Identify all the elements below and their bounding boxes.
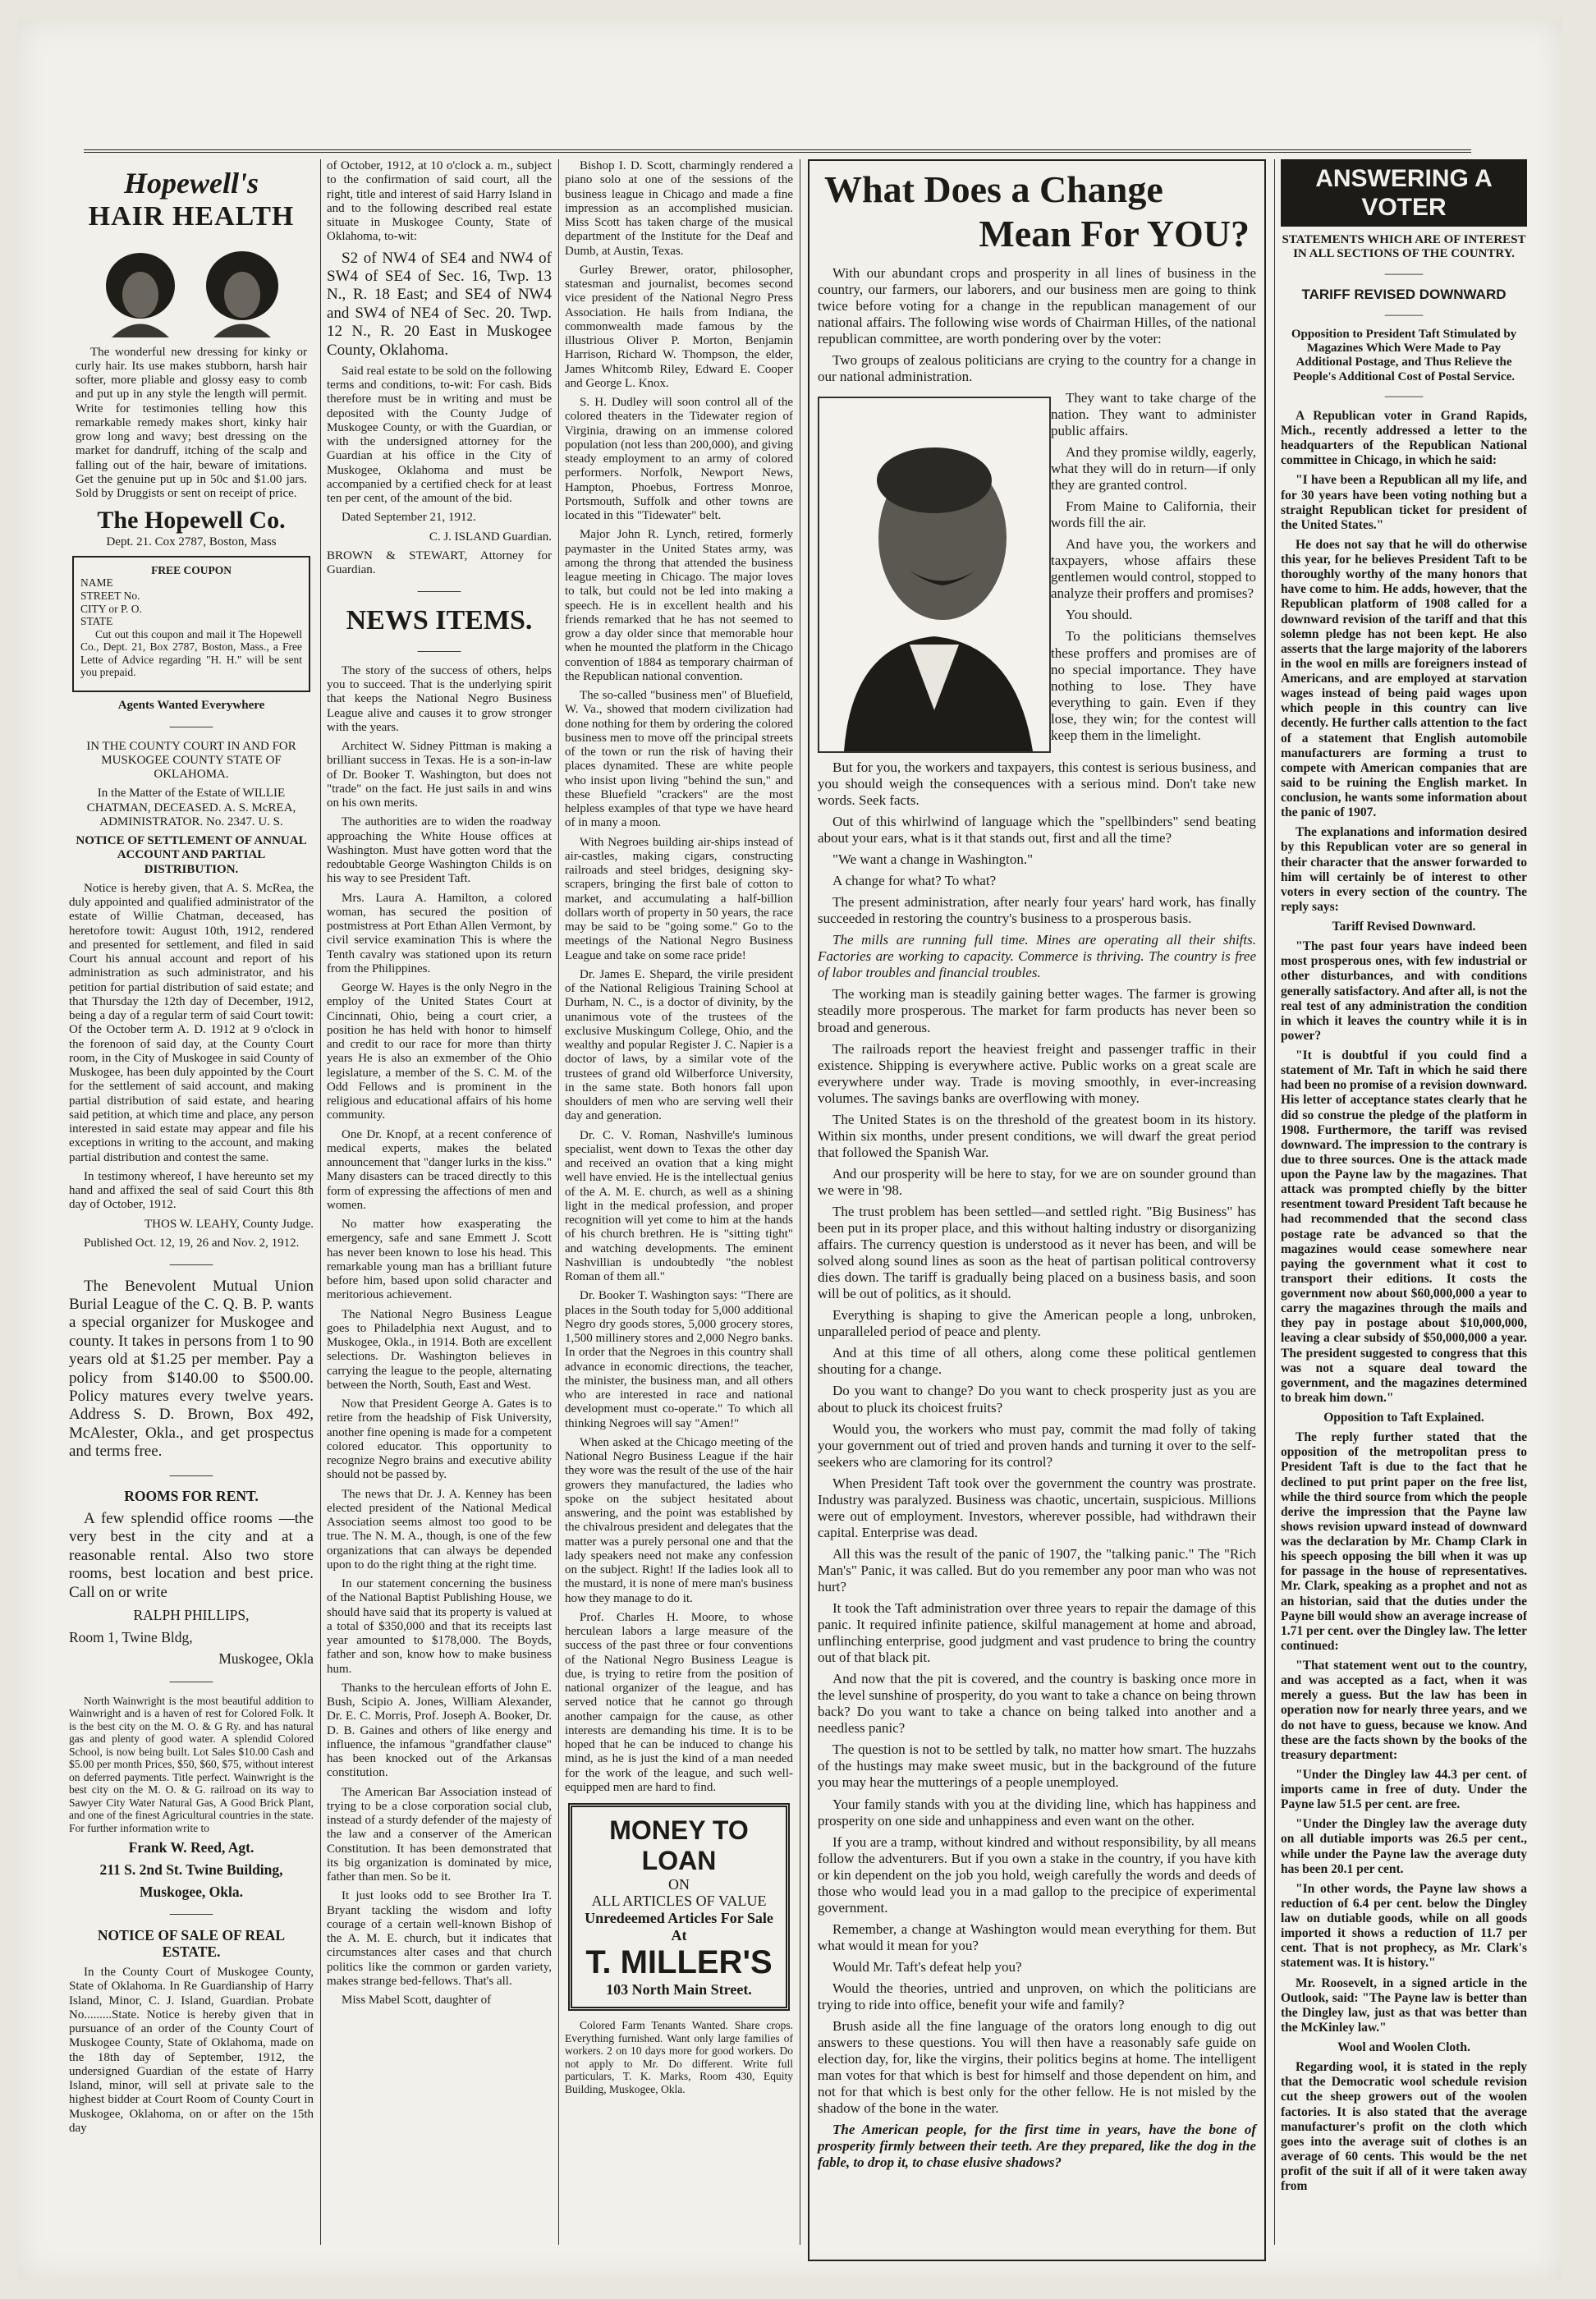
article-two-groups: Two groups of zealous politicians are crying to the country for a change in our national administration. xyxy=(818,351,1256,384)
judge-signature: THOS W. LEAHY, County Judge. xyxy=(144,1217,314,1231)
body-paragraph: The reply further stated that the opposition of the metropolitan press to President Taft is due to the fact that he declined to put print paper on the free list, while the third source from which the people derive the impression that the Payne law shows revision upward instead of downward was the declaration by Mr. Champ Clark in his speech opposing the bill when it was up for passage in the house of representatives. Mr. Clark, speaking as a prophet and not as an historian, said that the duties under the Payne bill would show an average increase of 1.71 per cent. over the Dingley law. The letter continued: xyxy=(1281,1430,1527,1653)
news-items-heading: NEWS ITEMS. xyxy=(346,605,533,636)
body-paragraph: Mr. Roosevelt, in a signed article in the Outlook, said: "The Payne law is better than the Dingley law, just as that was better than the McKinley law." xyxy=(1281,1975,1527,2035)
column-divider xyxy=(320,159,321,2245)
column-divider xyxy=(1274,159,1275,2245)
wainwright-agent: Frank W. Reed, Agt. xyxy=(128,1839,255,1856)
man-portrait-icon xyxy=(819,398,1049,751)
news-item: When asked at the Chicago meeting of the National Negro Business League if the hair they wore was the result of the use of the hair growers they manufactured, the ladies who spoke on the subject hesitated about answering, and the point was established by the chivalrous president and delegates that the matter was a purely personal one and that the lady speakers need not make any confession on the subject. Right! If the ladies look all to the mustard, it is none of mere man's business how they manage to do it. xyxy=(565,1435,793,1605)
news-item: The authorities are to widen the roadway approaching the White House offices at Washington. Must have gotten word that the redoubtable George Washington Childs is on his way to see President Taft. xyxy=(327,815,552,886)
news-item: Miss Mabel Scott, daughter of xyxy=(342,1994,492,2008)
side-paragraph: To the politicians themselves these proffers and promises are of no special importance. They have nothing to lose. They have everything to gain. Even if they lose, they win; for the contest will keep them in the limelight. xyxy=(1051,628,1256,743)
answering-voter-heading: ANSWERING A VOTER xyxy=(1281,159,1527,227)
news-item: Dr. C. V. Roman, Nashville's luminous specialist, went down to Texas the other day and received an ovation that a king might well have envied. He is the intellectual genius of the A. M. E. church, as well as a shining light in the medical profession, and proper recognition will yet come to him at the hands of his church brethren. He is "sitting tight" and watching developments. The eminent Nashvillian is undoubtedly "the noblest Roman of them all." xyxy=(565,1128,793,1283)
body-paragraph: "In other words, the Payne law shows a reduction of 6.4 per cent. below the Dingley law on dutiable goods, while on all goods imported it shows a reduction of 11.7 per cent. That is not prophecy, as Mr. Clark's statement was. It is history." xyxy=(1281,1881,1527,1971)
rooms-text: A few splendid office rooms —the very best in the city and at a reasonable rental. Also two store rooms, best location and best price. Call on or write xyxy=(69,1509,314,1601)
notice-text: Notice is hereby given, that A. S. McRea, the duly appointed and qualified administrator of the estate of Willie Chatman, deceased, has heretofore towit: August 10th, 1912, rendered and presented for settlement, and filed in said Court his annual account and report of his administration as such administrator, and his petition for partial distribution of said estate; and that Thursday the 12th day of December, 1912, being a day of a regular term of said Court towit: Of the October term A. D. 1912 at 9 o'clock in the forenoon of said day, at the County Court room, in the City of Muskogee in said County of Muskogee, has been duly appointed by the Court for the settlement of said account, and making partial distribution of said estate, and hearing said petition, at which time and place, any person interested in said estate may appear and file his exceptions in writing to the account, and making partial distribution and contest the same. xyxy=(69,881,314,1164)
ad-portraits xyxy=(76,241,307,339)
body-paragraph: Do you want to change? Do you want to check prosperity just as you are about to pluck its choicest fruits? xyxy=(818,1383,1256,1416)
news-item: It just looks odd to see Brother Ira T. Bryant tackling the wisdom and lofty courage of a certain well-known Bishop of the A. M. E. church, but it indicates that circumstances alter cases and that church politics like the common or garden variety, makes strange bed-fellows. That's all. xyxy=(327,1889,552,1988)
money-to-loan-ad xyxy=(568,1803,790,2011)
sale-terms: Said real estate to be sold on the following terms and conditions, to-wit: For cash. Bids therefore must be in writing and must be deposited with the County Judge of Muskogee County, or with the Guardian, or with the undersigned attorney for the Guardian at his office in the City of Muskogee, Oklahoma and must be accompanied by a certified check for at least ten per cent, of the amount of the bid. xyxy=(327,364,552,506)
loan-unredeemed: Unredeemed Articles For Sale At xyxy=(585,1909,773,1943)
benevolent-notice: The Benevolent Mutual Union Burial League of the C. Q. B. P. wants a special organizer for Muskogee and county. It takes in persons from 1 to 90 years old at $1.25 per member. Pay a policy from $140.00 to $500.00. Policy matures every twelve years. Address S. D. Brown, Box 492, McAlester, Okla., and get prospectus and terms free. xyxy=(69,1277,314,1461)
coupon-street-line: STREET No. xyxy=(80,590,140,602)
body-paragraph: "I have been a Republican all my life, and for 30 years have been voting nothing but a straight Republican ticket for president of the United States." xyxy=(1281,473,1527,532)
news-item: Gurley Brewer, orator, philosopher, statesman and journalist, becomes second vice president of the National Negro Press Association. He hails from Indiana, the commonwealth made famous by the illustrious Oliver P. Morton, Benjamin Harrison, Richard W. Thompson, the elder, James Whitcomb Riley, Edward E. Cooper and George L. Knox. xyxy=(565,263,793,390)
company-name: The Hopewell Co. xyxy=(97,507,286,535)
rooms-name: RALPH PHILLIPS, xyxy=(133,1607,250,1624)
body-paragraph: But for you, the workers and taxpayers, this contest is serious business, and you should weigh the consequences with a serious mind. Don't take new words. Seek facts. xyxy=(818,759,1256,808)
body-paragraph: Regarding wool, it is stated in the reply that the Democratic wool schedule revision cut the sheep growers out of the woolen factories. It is also stated that the average manufacturer's profit on the cloth which goes into the average suit of clothes is an average of 60 cents. This would be the net profit of the suit if all of it were taken away from xyxy=(1281,2060,1527,2194)
notice-heading: NOTICE OF SETTLEMENT OF ANNUAL ACCOUNT AND PARTIAL DISTRIBUTION. xyxy=(76,834,307,876)
ad-subtitle: HAIR HEALTH xyxy=(88,201,295,232)
court-matter: In the Matter of the Estate of WILLIE CHATMAN, DECEASED. A. S. McREA, ADMINISTRATOR. No. 2347. U. S. xyxy=(86,787,296,828)
column-4 xyxy=(808,159,1266,2261)
opposition-deck: Opposition to President Taft Stimulated by Magazines Which Were Made to Pay Additional Postage, and Thus Relieve the People's Additional Cost of Postal Service. xyxy=(1291,327,1517,383)
separator-7: ——— xyxy=(417,642,461,659)
body-paragraph: And at this time of all others, along come these political gentlemen shouting for a change. xyxy=(818,1345,1256,1378)
body-paragraph: A change for what? To what? xyxy=(832,873,997,889)
side-paragraph: And have you, the workers and taxpayers, whose affairs these gentlemen would control, stopped to analyze their proffers and promises? xyxy=(1051,536,1256,602)
coupon-text: Cut out this coupon and mail it The Hopewell Co., Dept. 21, Box 2787, Boston, Mass., a Free Lette of Advice regarding "H. H." will be sent you prepaid. xyxy=(80,627,302,679)
separator-4: ——— xyxy=(169,1672,213,1689)
news-item: Thanks to the herculean efforts of John E. Bush, Scipio A. Jones, William Alexander, Dr. E. C. Morris, Prof. Joseph A. Booker, Dr. D. B. Gaines and others of like energy and influence, the infamous "grandfather clause" has been knocked out of the Arkansas constitution. xyxy=(327,1681,552,1780)
loan-articles: ALL ARTICLES OF VALUE xyxy=(591,1893,767,1910)
body-paragraph: "Under the Dingley law 44.3 per cent. of imports came in free of duty. Under the Payne law 51.5 per cent. are free. xyxy=(1281,1767,1527,1812)
wainwright-city: Muskogee, Okla. xyxy=(140,1883,243,1900)
column-5 xyxy=(1281,159,1527,2261)
separator-2: ——— xyxy=(169,1255,213,1272)
side-paragraph: And they promise wildly, eagerly, what they will do in return—if only they are granted control. xyxy=(1051,444,1256,493)
body-paragraph: A Republican voter in Grand Rapids, Mich., recently addressed a letter to the headquarters of the Republican National committee in Chicago, in which he said: xyxy=(1281,408,1527,468)
column-divider xyxy=(558,159,559,2245)
body-paragraph: When President Taft took over the government the country was prostrate. Industry was paralyzed. Business was chaotic, uncertain, suspicious. Millions were out of employment. Investors, wherever possible, had withdrawn their capital. Enterprise was dead. xyxy=(818,1475,1256,1540)
separator: ——— xyxy=(169,717,213,734)
body-paragraph: He does not say that he will do otherwise this year, for he believes President Taft to be thoroughly worthy of the many honors that have come to him. He adds, however, that the Republican platform of 1908 called for a downward revision of the tariff and that this solemn pledge has not been kept. He also asserts that the large majority of the laborers in the wool en mills are foreigners instead of Americans, and are employed at starvation wages instead of being paid wages upon which people in this country can live decently. He further calls attention to the fact of a statement that English automobile manufacturers are forming a trust to compete with American companies that are said to be ruining the English market. In conclusion, he wants some information about the panic of 1907. xyxy=(1281,537,1527,820)
news-item: Now that President George A. Gates is to retire from the headship of Fisk University, another fine opening is made for a competent colored educator. This opportunity to recognize Negro brains and executive ability should not be passed by. xyxy=(327,1397,552,1482)
attorney: BROWN & STEWART, Attorney for Guardian. xyxy=(327,548,552,577)
body-paragraph: Everything is shaping to give the American people a long, unbroken, unparalleled period of peace and plenty. xyxy=(818,1307,1256,1340)
published-dates: Published Oct. 12, 19, 26 and Nov. 2, 1912. xyxy=(84,1236,300,1250)
newspaper-page xyxy=(18,20,1562,2279)
separator-8: ——— xyxy=(1384,266,1424,281)
loan-on: ON xyxy=(668,1875,690,1893)
body-paragraph: The railroads report the heaviest freight and passenger traffic in their existence. Shipping is everywhere active. Public works on a great scale are everywhere under way. Trade is moving smoothly, in ever-increasing volumes. The savings banks are overflowing with money. xyxy=(818,1040,1256,1106)
coupon-name-line: NAME xyxy=(80,576,113,590)
court-heading: IN THE COUNTY COURT IN AND FOR MUSKOGEE COUNTY STATE OF OKLAHOMA. xyxy=(86,739,296,781)
news-list xyxy=(327,664,552,2008)
column-1 xyxy=(69,159,314,2261)
news-item: Bishop I. D. Scott, charmingly rendered a piano solo at one of the sessions of the business league in Chicago and made a fine impression as an accomplished musician. Miss Scott has taken charge of the musical department of the Institute for the Deaf and Dumb, at Austin, Texas. xyxy=(565,159,793,258)
body-paragraph: Brush aside all the fine language of the orators long enough to dig out answers to these questions. You will then have a reasonably safe guide on election day, for, like the virgins, their politics begins at home. The intelligent man votes for that which is best for himself and those dependent on him, and not for that which is best only for the other fellow. He is not misled by the shadow of the bone in the water. xyxy=(818,2018,1256,2117)
separator-10: ——— xyxy=(1384,388,1424,403)
rooms-city: Muskogee, Okla xyxy=(218,1650,314,1668)
woman-portrait-icon xyxy=(95,241,186,339)
body-paragraph: The question is not to be settled by talk, no matter how smart. The huzzahs of the hustings may make sweet music, but in the background of the future you may hear the mutterings of a people unemployed. xyxy=(818,1741,1256,1791)
news-item: S. H. Dudley will soon control all of the colored theaters in the Tidewater region of Virginia, drawing on an immense colored population (not less than 200,000), and giving steady employment to an army of colored performers. Norfolk, Newport News, Hampton, Phoebus, Fortress Monroe, Portsmouth, Suffolk and other towns are located in this "Tidewater" belt. xyxy=(565,396,793,522)
side-paragraph: You should. xyxy=(1066,607,1133,623)
sale-dated: Dated September 21, 1912. xyxy=(342,511,476,525)
witness-text: In testimony whereof, I have hereunto set my hand and affixed the seal of said Court this 8th day of October, 1912. xyxy=(69,1169,314,1212)
body-paragraph: Would you, the workers who must pay, commit the mad folly of taking your government out of tried and proven hands and turning it over to the self-seekers who are clamoring for its control? xyxy=(818,1420,1256,1470)
article-intro: With our abundant crops and prosperity in all lines of business in the country, our farmers, our laborers, and our business men are going to think twice before voting for a change in the republican management of our national affairs. The following wise words of Chairman Hilles, of the national republican committee, are worth pondering over by the voter: xyxy=(818,264,1256,346)
portrait-image xyxy=(818,397,1051,753)
sale-heading: NOTICE OF SALE OF REAL ESTATE. xyxy=(97,1926,286,1961)
body-paragraph: Your family stands with you at the dividing line, which has happiness and prosperity on one side and unhappiness and even want on the other. xyxy=(818,1796,1256,1829)
coupon-state-line: STATE xyxy=(80,615,113,628)
body-paragraph: The explanations and information desired by this Republican voter are so general in their character that the answer forwarded to him will certainly be of interest to other voters in every section of the country. The reply says: xyxy=(1281,825,1527,914)
body-paragraph: The working man is steadily gaining better wages. The farmer is growing steadily more prosperous. The market for farm products has never been so broad and generous. xyxy=(818,986,1256,1035)
headline-line-2: Mean For YOU? xyxy=(979,213,1250,255)
hopewell-ad xyxy=(72,166,310,549)
news-item: Prof. Charles H. Moore, to whose herculean labors a large measure of the success of the past three or four conventions of the National Negro Business League is due, is trying to retire from the position of national organizer of the league, and has served notice that he cannot go through another campaign for the cause, as other interests are demanding his time. It is to be hoped that he can be induced to change his mind, as he is just the kind of a man needed for the work of the league, and such well-equipped men are hard to find. xyxy=(565,1610,793,1794)
company-address: Dept. 21. Cox 2787, Boston, Mass xyxy=(106,535,277,548)
sale-signer: C. J. ISLAND Guardian. xyxy=(429,530,552,544)
news-item: Dr. Booker T. Washington says: "There are places in the South today for 5,000 additional Negro dry goods stores, 5,000 grocery stores, 1,500 millinery stores and 2,000 Negro banks. In order that the Negroes in this country shall advance in economic directions, the teacher, the minister, the business man, and all others who are interested in race and national development must co-operate." To which all thinking Negroes will say "Amen!" xyxy=(565,1289,793,1430)
column-3 xyxy=(565,159,793,2261)
tariff-heading: TARIFF REVISED DOWNWARD xyxy=(1301,286,1507,302)
top-rule xyxy=(84,149,1471,153)
sale-continued: of October, 1912, at 10 o'clock a. m., subject to the confirmation of said court, all the right, title and interest of said Harry Island in and to the following described real estate situate in Muskogee County, State of Oklahoma, to-wit: xyxy=(327,159,552,244)
headline-line-1: What Does a Change xyxy=(824,168,1163,210)
mills-paragraph: The mills are running full time. Mines are operating all their shifts. Factories are working to capacity. Commerce is thriving. The country is free of labor troubles and financial troubles. xyxy=(818,932,1256,981)
ad-text: The wonderful new dressing for kinky or curly hair. Its use makes stubborn, harsh hair softer, more pliable and glossy easy to comb and put up in any style the length will permit. Write for testimonies telling how this remarkable remedy makes short, kinky hair grow long and wavy; best dressing on the market for dandruff, itching of the scalp and falling out of the hair, beware of imitations. Get the genuine put up in 50c and $1.00 jars. Sold by Druggists or sent on receipt of price. xyxy=(76,345,307,501)
news-item: Mrs. Laura A. Hamilton, a colored woman, has secured the position of postmistress at Port Ethan Allen Vermont, by civil service examination This is where the Tenth cavalry was stationed upon its return from the Philippines. xyxy=(327,891,552,975)
loan-heading: MONEY TO LOAN xyxy=(609,1815,749,1875)
separator-9: ——— xyxy=(1384,307,1424,322)
wainwright-address: 211 S. 2nd St. Twine Building, xyxy=(99,1861,283,1878)
tariff-subheading: Tariff Revised Downward. xyxy=(1332,920,1476,934)
coupon-city-line: CITY or P. O. xyxy=(80,602,142,615)
news-item: With Negroes building air-ships instead of air-castles, making cigars, constructing railroads and steel bridges, designing sky-scrapers, bringing the first bale of cotton to market, and accumulating a half-billion dollars worth of property in 50 years, the race may be said to be "going some." Go to the meetings of the National Negro Business League and take on some race pride! xyxy=(565,835,793,962)
farm-tenants-ad: Colored Farm Tenants Wanted. Share crops. Everything furnished. Want only large families of workers. 2 on 10 days more for good workers. Do not apply to Mr. Do different. Write full particulars, T. K. Marks, Room 430, Equity Building, Muskogee, Okla. xyxy=(565,2019,793,2095)
body-paragraph: The present administration, after nearly four years' hard work, has finally succeeded in restoring the country's business to a prosperous basis. xyxy=(818,894,1256,927)
side-paragraph: They want to take charge of the nation. They want to administer public affairs. xyxy=(1051,389,1256,438)
body-paragraph: Remember, a change at Washington would mean everything for them. But what would it mean for you? xyxy=(818,1920,1256,1953)
separator-3: ——— xyxy=(169,1466,213,1483)
body-paragraph: It took the Taft administration over three years to repair the damage of this panic. It required infinite patience, skilful management at home and abroad, unflinching enterprise, good judgment and vast prudence to bring the country out of that black pit. xyxy=(818,1600,1256,1666)
body-paragraph: "The past four years have indeed been most prosperous ones, with few industrial or other disturbances, and with conditions generally satisfactory. And after all, is not the real test of any administration the condition in which it leaves the country while it is in power? xyxy=(1281,939,1527,1043)
loan-address: 103 North Main Street. xyxy=(606,1981,752,1998)
column-2 xyxy=(327,159,552,2261)
separator-6: ——— xyxy=(417,582,461,599)
rooms-address: Room 1, Twine Bldg, xyxy=(69,1628,193,1645)
woman-portrait-icon-2 xyxy=(197,241,287,339)
news-item: No matter how exasperating the emergency, safe and sane Emmett J. Scott has never been known to lose his head. This remarkable young man has a brilliant future before him, based upon solid character and meritorious achievement. xyxy=(327,1218,552,1302)
agents-wanted: Agents Wanted Everywhere xyxy=(117,698,265,712)
body-paragraph: And our prosperity will be here to stay, for we are on sounder ground than we were in '98. xyxy=(818,1165,1256,1198)
wainwright-ad: North Wainwright is the most beautiful addition to Wainwright and is a haven of rest for Colored Folk. It is the best city on the M. O. & G Ry. and has natural gas and plenty of good water. A splendid Colored School, is now being built. Lot Sales $10.00 Cash and $5.00 per month Prices, $50, $60, $75, without interest on deferred payments. Title perfect. Wainwright is the best city on the M. O. & G. railroad on its way to Sawyer City Water Natural Gas, A Good Brick Plant, and one of the finest Agricultural countries in the state. For further information write to xyxy=(69,1694,314,1834)
news-item: Major John R. Lynch, retired, formerly paymaster in the United States army, was among the throng that attended the business league meeting in Chicago. The major loves to talk, but could not be led into making a speech. He is in excellent health and his friends remarked that he has not seemed to grow a day older since that memorable hour when he mounted the platform in the Chicago convention of 1884 as temporary chairman of the Republican national convention. xyxy=(565,528,793,683)
news-item: Dr. James E. Shepard, the virile president of the National Religious Training School at Durham, N. C., is a doctor of divinity, by the unanimous vote of the trustees of the exclusive Muskingum College, Ohio, and the wealthy and popular Register J. C. Napier is a doctor of laws, by a similar vote of the trustees of grand old Wilberforce University, in the same state. Both honors fall upon shoulders of men who are serving well their day and generation. xyxy=(565,967,793,1123)
news-item: One Dr. Knopf, at a recent conference of medical experts, makes the belated announcement that "danger lurks in the kiss." Many disasters can be traced directly to this form of expressing the affections of men and women. xyxy=(327,1127,552,1212)
coupon-title: FREE COUPON xyxy=(151,563,232,576)
body-paragraph: "It is doubtful if you could find a statement of Mr. Taft in which he said there had been no promise of a revision downward. His letter of acceptance states clearly that he did so construe the pledge of the platform in 1908. Furthermore, the tariff was revised downward. The impression to the contrary is due to three sources. One is the attack made upon the Payne law by the magazines. That attack was prompted chiefly by the bitter resentment toward President Taft because he had recommended that the second class postage rate be advanced so that the magazines would cease somewhere near paying the government what it cost to transport their editions. It costs the government now about $60,000,000 a year to carry the magazines through the mails and they pay in postage about $10,000,000, leaving a clear subsidy of $50,000,000 a year. The president suggested to congress that this was not a square deal toward the government, and the magazines determined to break him down." xyxy=(1281,1049,1527,1405)
body-paragraph: The United States is on the threshold of the greatest boom in its history. Within six months, under present conditions, we will dwarf the great period that followed the Spanish War. xyxy=(818,1111,1256,1160)
news-item: The American Bar Association instead of trying to be a close corporation social club, instead of a sturdy defender of the majesty of the law and a conserver of the American Constitution. It has been demonstrated that its big organization is dominated by mice, father than men. So be it. xyxy=(327,1785,552,1884)
news-item: The National Negro Business League goes to Philadelphia next August, and to Muskogee, Okla., in 1914. Both are excellent selections. Dr. Washington believes in carrying the league to the people, alternating between the North, South, East and West. xyxy=(327,1307,552,1392)
body-paragraph: "Under the Dingley law the average duty on all dutiable imports was 26.5 per cent., while under the Payne law the average duty has been 20.1 per cent. xyxy=(1281,1817,1527,1876)
body-paragraph: "That statement went out to the country, and was accepted as a fact, when it was merely a guess. But the law has been in operation now for nearly three years, and we do not have to guess, because we know. And these are the facts shown by the books of the treasury department: xyxy=(1281,1659,1527,1762)
news-item: The news that Dr. J. A. Kenney has been elected president of the National Medical Association seems almost too good to be true. The N. M. A., though, is one of the few organizations that can always be depended upon to do the right thing at the right time. xyxy=(327,1487,552,1572)
closing-paragraph: The American people, for the first time in years, have the bone of prosperity firmly between their teeth. Are they prepared, like the dog in the fable, to drop it, to chase elusive shadows? xyxy=(818,2122,1256,2171)
rooms-heading: ROOMS FOR RENT. xyxy=(124,1488,259,1505)
opposition-subheading: Opposition to Taft Explained. xyxy=(1323,1411,1484,1425)
body-paragraph: "We want a change in Washington." xyxy=(832,851,1034,868)
body-paragraph: Would the theories, untried and unproven, on which the politicians are trying to ride into office, benefit your wife and family? xyxy=(818,1980,1256,2013)
news-item: Architect W. Sidney Pittman is making a brilliant success in Texas. He is a son-in-law of Dr. Booker T. Washington, but does not "trade" on the fact. He just sails in and wins on his own merits. xyxy=(327,740,552,810)
body-paragraph: If you are a tramp, without kindred and without responsibility, by all means follow the adventurers. But if you own a stake in the country, if you have kith or kin dependent on the job you hold, weigh carefully the words and deeds of those who would lead you in a mad gallop to the precipice of experimental government. xyxy=(818,1833,1256,1916)
answering-voter-subheading: STATEMENTS WHICH ARE OF INTEREST IN ALL SECTIONS OF THE COUNTRY. xyxy=(1282,233,1526,261)
body-paragraph: Would Mr. Taft's defeat help you? xyxy=(832,1958,1022,1975)
body-paragraph: All this was the result of the panic of 1907, the "talking panic." The "Rich Man's" Panic, it was called. But do you remember any poor man who was not hurt? xyxy=(818,1545,1256,1595)
news-item: The story of the success of others, helps you to succeed. That is the underlying spirit that keeps the National Negro Business League alive and causes it to grow stronger with the years. xyxy=(327,663,552,734)
parcel-description: S2 of NW4 of SE4 and NW4 of SW4 of SE4 of Sec. 16, Twp. 13 N., R. 18 East; and SE4 of NW4 and SW4 of NE4 of Sec. 20. Twp. 12 N., R. 20 East in Muskogee County, Oklahoma. xyxy=(327,249,552,359)
wool-subheading: Wool and Woolen Cloth. xyxy=(1337,2040,1470,2055)
news-item: In our statement concerning the business of the National Baptist Publishing House, we should have said that its property is valued at a total of $350,000 and that its receipts last year amounted to $178,000. The Boyds, father and son, know how to make business hum. xyxy=(327,1577,552,1676)
body-paragraph: And now that the pit is covered, and the country is basking once more in the level sunshine of prosperity, do you want to take a chance on being thrown back? Do you want to take a chance on being talked into another and a needless panic? xyxy=(818,1671,1256,1737)
sale-text: In the County Court of Muskogee County, State of Oklahoma. In Re Guardianship of Harry Island, Minor, C. J. Island, Guardian. Probate No.........State. Notice is hereby given that in pursuance of an order of the County Court of Muskogee County, State of Oklahoma, made on the 18th day of September, 1912, the undersigned Guardian of the estate of Harry Island, minor, will sell at private sale to the highest bidder at Court Room of County Court in Muskogee, Oklahoma, on or after on the 15th day xyxy=(69,1966,314,2135)
side-paragraph: From Maine to California, their words fill the air. xyxy=(1051,498,1256,531)
free-coupon xyxy=(72,556,310,692)
ad-title: Hopewell's xyxy=(124,167,259,200)
news-item: George W. Hayes is the only Negro in the employ of the United States Court at Cincinnati, Ohio, being a court crier, a position he has held with honor to himself and credit to our race for more than thirty years He is also an exmember of the Ohio legislature, a member of the S. C. M. of the Odd Fellows and is prominent in the religious and educational affairs of his home community. xyxy=(327,981,552,1122)
body-paragraph: The trust problem has been settled—and settled right. "Big Business" has been put in its proper place, and this without halting industry or disorganizing affairs. The currency question is understood as it never has been, and will be solved along sound lines as soon as the heat of partisan political controversy dies down. The tariff is gradually being placed on a business basis, and soon will be out of politics, as it should. xyxy=(818,1203,1256,1302)
loan-merchant: T. MILLER'S xyxy=(585,1944,773,1981)
separator-5: ——— xyxy=(169,1905,213,1922)
news-item: The so-called "business men" of Bluefield, W. Va., showed that modern civilization had done nothing for them by ordering the colored business men to move off the principal streets of the town or run the risk of having their places dynamited. These are white people who insist upon living "behind the sun," and these Bluefield "crackers" are the most helpless examples of that type we have heard of in many a moon. xyxy=(565,689,793,830)
body-paragraph: Out of this whirlwind of language which the "spellbinders" send beating about your ears, what is it that stands out, first and all the time? xyxy=(818,814,1256,847)
